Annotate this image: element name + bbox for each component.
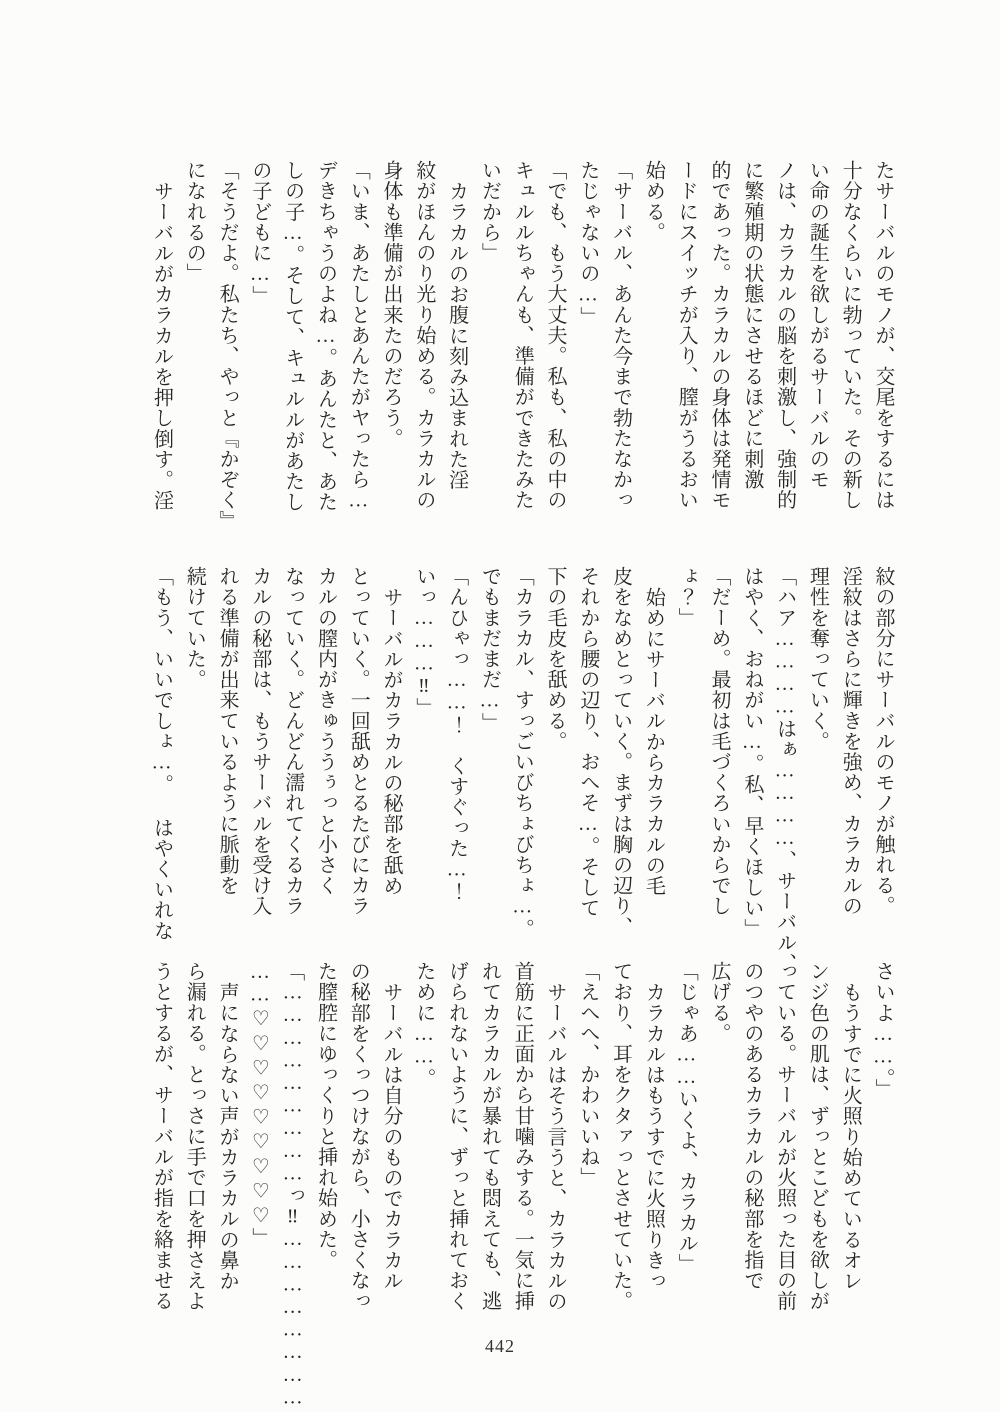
text-column: 理性を奪っていく。 (806, 566, 829, 752)
text-band-middle (142, 566, 899, 974)
text-column: なっていく。どんどん濡れてくるカラ (281, 566, 304, 917)
text-column: 「カラカル、すっごいびちょびちょ…。 (511, 566, 534, 939)
text-column: 「でも、もう大丈夫。私も、私の中の (544, 160, 567, 511)
text-column: げられないように、ずっと挿れておく (445, 961, 468, 1312)
text-column: 始める。 (642, 160, 665, 243)
text-column: 「………………………っ‼…………………… (281, 961, 304, 1409)
text-column: 「だーめ。最初は毛づくろいからでし (708, 566, 731, 917)
text-column: キュルルちゃんも、準備ができたみた (511, 160, 534, 511)
page-number: 442 (485, 1336, 515, 1356)
text-column: とっていく。一回舐めとるたびにカラ (347, 566, 370, 917)
text-column: カルの秘部は、もうサーバルを受け入 (248, 566, 271, 917)
text-column: たじゃないの…」 (576, 160, 599, 327)
text-column: の子どもに…」 (248, 160, 271, 307)
text-column: 「んひゃっ……！ くすぐった…！ (445, 566, 468, 902)
text-column: ら漏れる。とっさに手で口を押さえよ (183, 961, 206, 1312)
text-column: サーバルは自分のものでカラカル (380, 982, 403, 1291)
text-column: ょ？」 (675, 566, 698, 628)
text-column: 始めにサーバルからカラカルの毛 (642, 587, 665, 896)
text-column: 紋がほんのり光り始める。カラカルの (412, 160, 435, 511)
text-column: 続けていた。 (183, 566, 206, 690)
text-column: ノは、カラカルの脳を刺激し、強制的 (773, 160, 796, 511)
text-column: 「サーバル、あんた今まで勃たなかっ (609, 160, 632, 511)
text-column: サーバルがカラカルを押し倒す。淫 (150, 181, 173, 511)
text-column: うとするが、サーバルが指を絡ませる (150, 961, 173, 1312)
text-band-top (142, 160, 899, 544)
text-column: 紋の部分にサーバルのモノが触れる。 (872, 566, 894, 917)
text-column: それから腰の辺り、おへそ…。そして (576, 566, 599, 919)
text-column: カラカルのお腹に刻み込まれた淫 (445, 181, 468, 490)
text-column: でもまだまだ…」 (478, 566, 501, 733)
text-column: 声にならない声がカラカルの鼻か (216, 982, 239, 1291)
text-column: しの子…。そして、キュルルがあたし (281, 160, 304, 513)
text-column: さいよ……。」 (872, 961, 894, 1100)
text-column: になれるの」 (183, 160, 206, 284)
text-column: のつやのあるカラカルの秘部を指で (740, 961, 763, 1291)
text-column: 「えへへ、かわいいね」 (576, 961, 599, 1188)
text-column: 的であった。カラカルの身体は発情モ (708, 160, 731, 511)
text-column: たサーバルのモノが、交尾をするには (872, 160, 894, 511)
text-column: の秘部をくっつけながら、小さくなっ (347, 961, 370, 1312)
text-column: れてカラカルが暴れても悶えても、逃 (478, 961, 501, 1312)
text-column: ために……。 (412, 961, 435, 1089)
text-column: サーバルがカラカルの秘部を舐め (380, 587, 403, 896)
text-column: カラカルはもうすでに火照りきっ (642, 982, 665, 1291)
text-column: に繁殖期の状態にさせるほどに刺激 (740, 160, 763, 490)
text-column: ており、耳をクタァっとさせていた。 (609, 961, 632, 1312)
text-column: ……♡♡♡♡♡♡♡♡♡」 (248, 961, 271, 1249)
text-column: いっ………‼」 (412, 566, 435, 719)
text-column: い命の誕生を欲しがるサーバルのモ (806, 160, 829, 490)
text-column: ンジ色の肌は、ずっとこどもを欲しが (806, 961, 829, 1312)
text-column: っている。サーバルが火照った目の前 (773, 961, 796, 1312)
text-column: デきちゃうのよね…。あんたと、あた (314, 160, 337, 513)
text-column: 身体も準備が出来たのだろう。 (380, 160, 403, 449)
text-column: ードにスイッチが入り、膣がうるおい (675, 160, 698, 511)
text-column: いだから」 (478, 160, 501, 263)
text-column: サーバルはそう言うと、カラカルの (544, 982, 567, 1312)
text-column: 淫紋はさらに輝きを強め、カラカルの (839, 566, 862, 917)
text-column: カルの膣内がきゅううぅっと小さく (314, 566, 337, 896)
text-column: た膣腔にゆっくりと挿れ始めた。 (314, 961, 337, 1270)
text-column: れる準備が出来ているように脈動を (216, 566, 239, 896)
text-column: もうすでに火照り始めているオレ (839, 982, 862, 1291)
text-column: 首筋に正面から甘噛みする。一気に挿 (511, 961, 534, 1312)
text-column: 「じゃあ……いくよ、カラカル」 (675, 961, 698, 1274)
text-column: 皮をなめとっていく。まずは胸の辺り、 (609, 566, 632, 937)
text-column: 「ハア…………はぁ…………、サーバル、 (773, 566, 796, 974)
text-column: 「もう、いいでしょ…。 はやくいれな (150, 566, 173, 941)
text-column: はやく、おねがい…。私、早くほしい」 (740, 566, 763, 939)
text-column: 「そうだよ。私たち、やっと『かぞく』 (216, 160, 239, 531)
text-column: 下の毛皮を舐める。 (544, 566, 567, 752)
text-column: 広げる。 (708, 961, 731, 1044)
text-column: 「いま、あたしとあんたがヤったら… (347, 160, 370, 513)
text-column: 十分なくらいに勃っていた。その新し (839, 160, 862, 511)
